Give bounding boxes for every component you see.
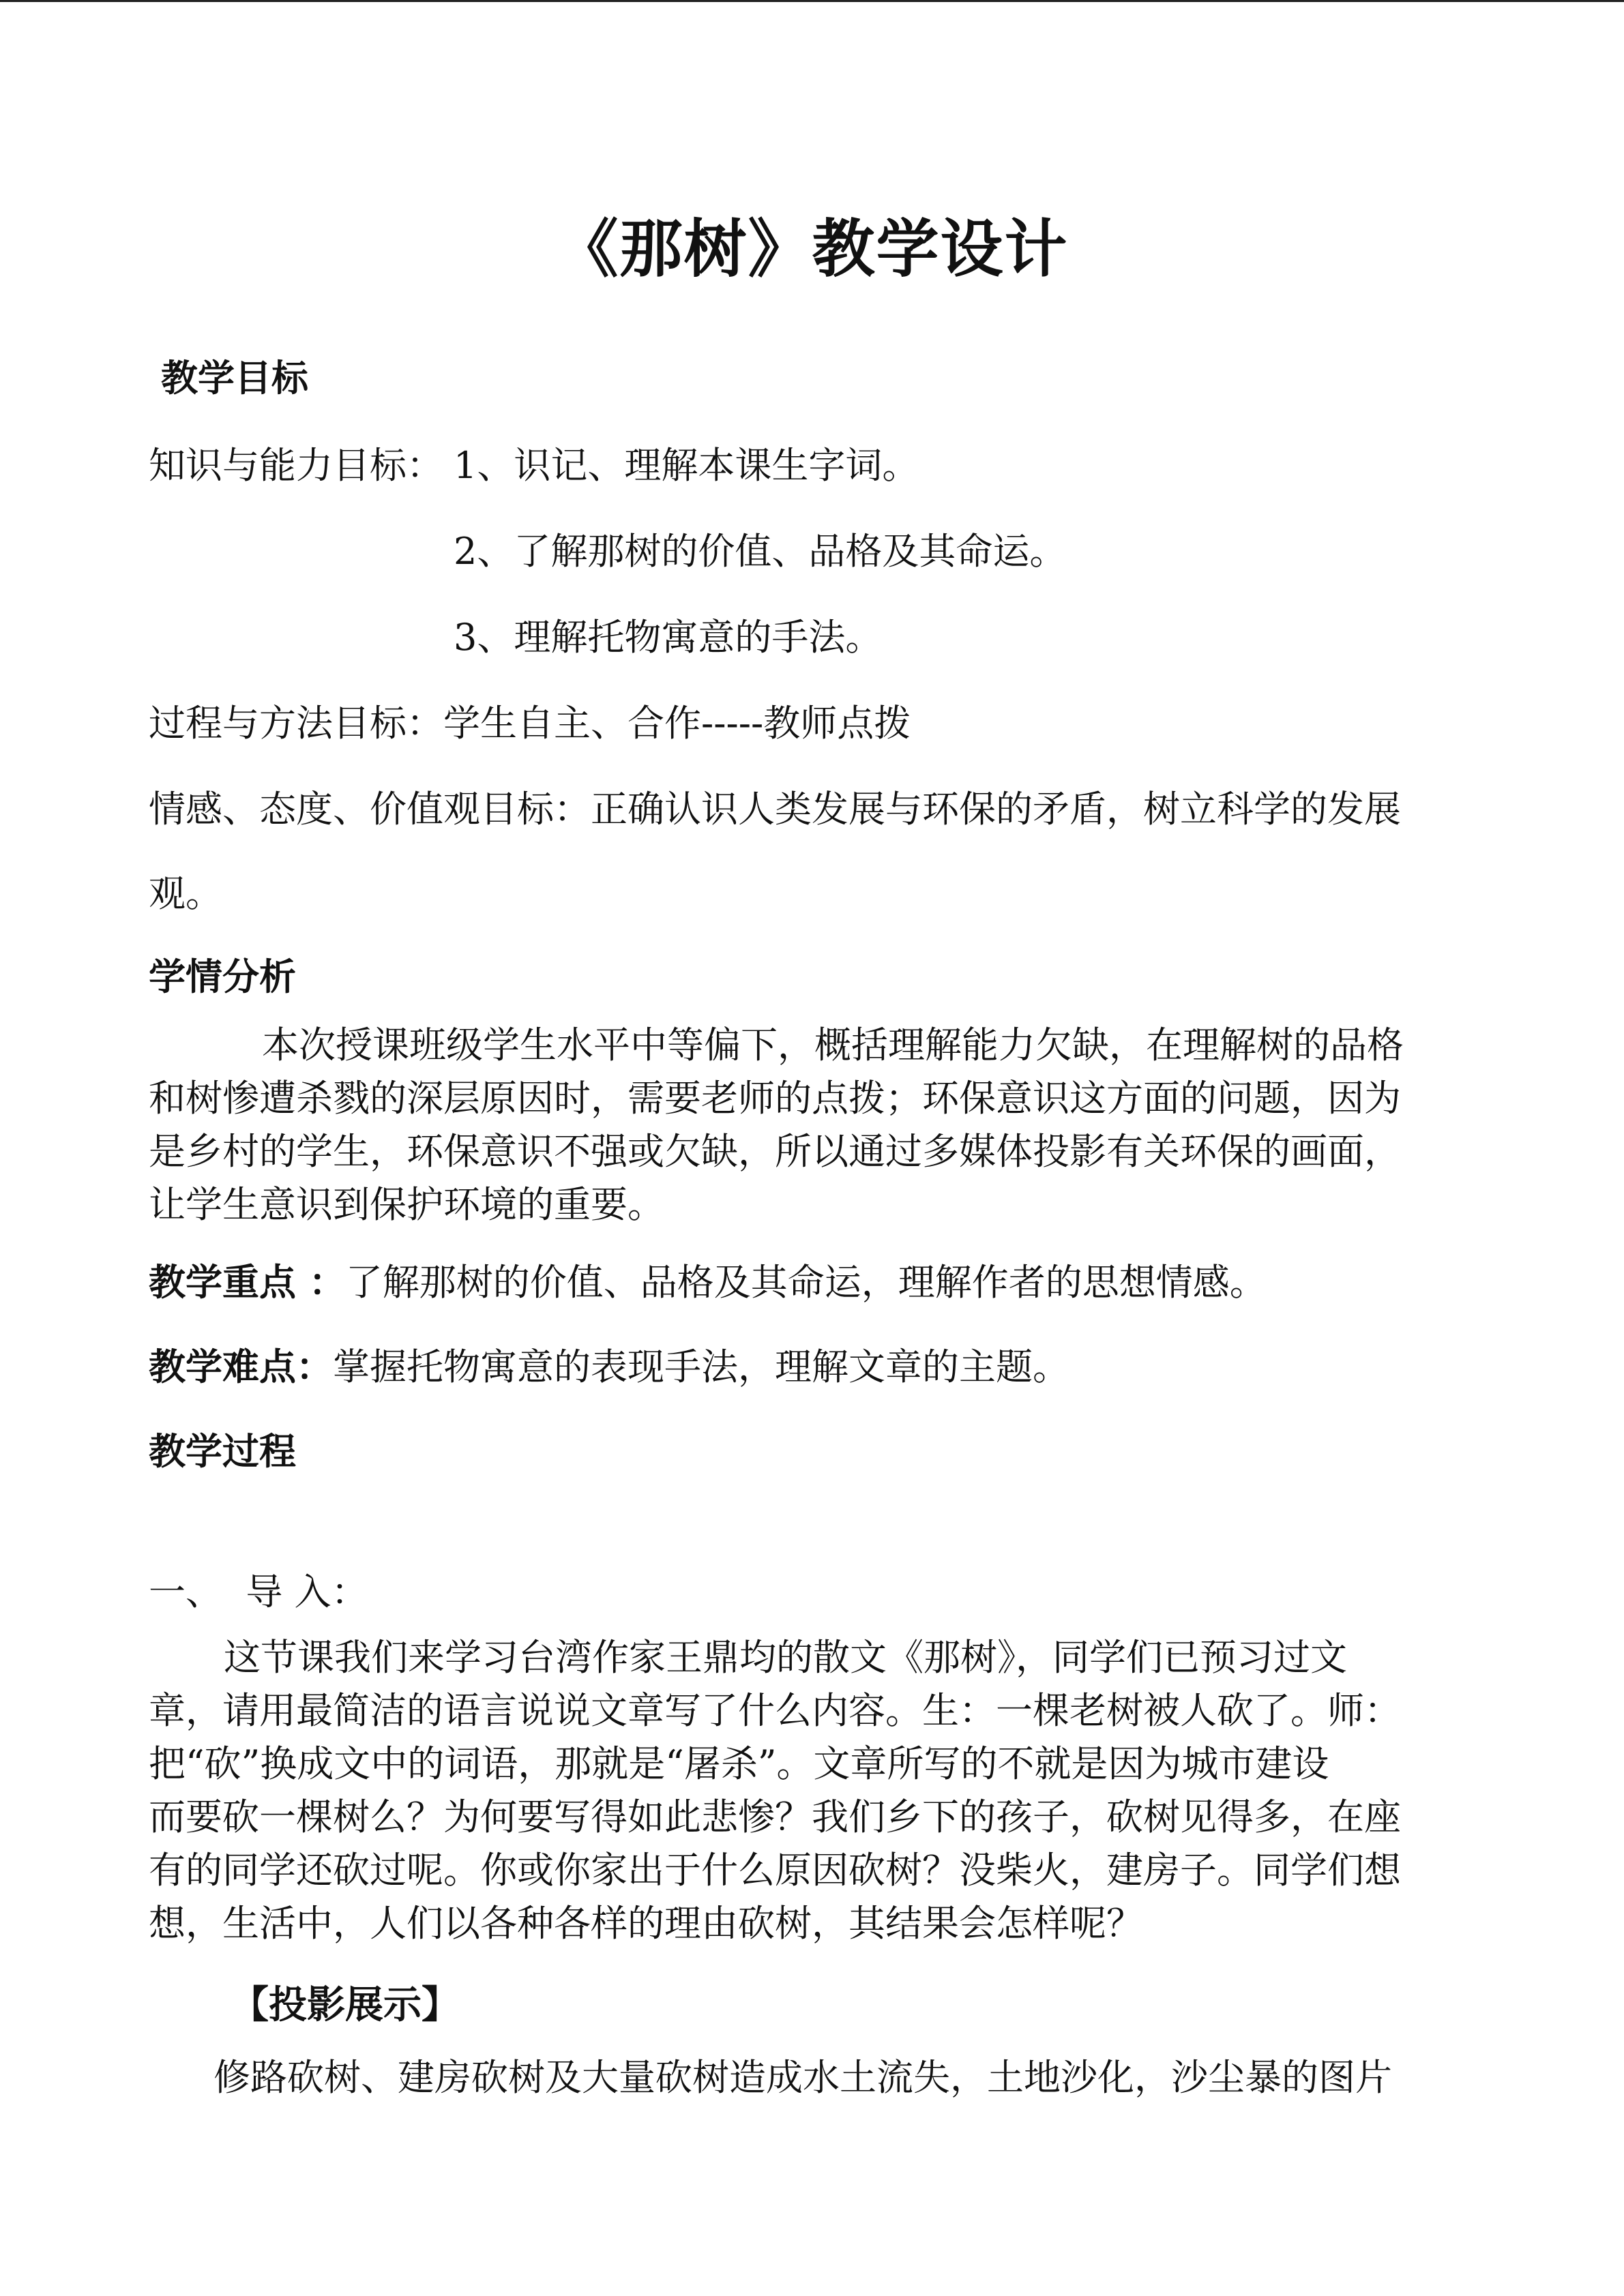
analysis-line: 本次授课班级学生水平中等偏下，概括理解能力欠缺，在理解树的品格 bbox=[262, 1024, 1404, 1067]
knowledge-item-2: 2、了解那树的价值、品格及其命运。 bbox=[454, 530, 1067, 573]
projection-text: 修路砍树、建房砍树及大量砍树造成水土流失，土地沙化，沙尘暴的图片 bbox=[213, 2056, 1392, 2099]
objectives-heading: 教学目标 bbox=[161, 357, 308, 400]
intro-line: 这节课我们来学习台湾作家王鼎均的散文《那树》，同学们已预习过文 bbox=[224, 1636, 1347, 1679]
knowledge-item-1: 1、识记、理解本课生字词。 bbox=[454, 444, 919, 487]
difficulty-label: 教学难点： bbox=[149, 1345, 333, 1388]
document-title: 《那树》教学设计 bbox=[555, 213, 1069, 286]
knowledge-label: 知识与能力目标： bbox=[149, 444, 443, 487]
intro-line: 有的同学还砍过呢。你或你家出于什么原因砍树？没柴火，建房子。同学们想 bbox=[149, 1849, 1401, 1892]
intro-line: 把“砍”换成文中的词语，那就是“屠杀”。文章所写的不就是因为城市建设 bbox=[149, 1742, 1329, 1785]
analysis-heading: 学情分析 bbox=[149, 955, 296, 998]
projection-heading: 【投影展示】 bbox=[231, 1983, 460, 2027]
intro-paragraph bbox=[149, 1631, 1445, 1950]
analysis-paragraph bbox=[149, 1019, 1445, 1232]
analysis-line: 是乡村的学生，环保意识不强或欠缺，所以通过多媒体投影有关环保的画面， bbox=[149, 1130, 1401, 1173]
difficulty-row bbox=[149, 1338, 1069, 1390]
difficulty-text: 掌握托物寓意的表现手法，理解文章的主题。 bbox=[333, 1345, 1069, 1388]
intro-line: 章，请用最简洁的语言说说文章写了什么内容。生：一棵老树被人砍了。师： bbox=[149, 1689, 1401, 1732]
process-goal: 过程与方法目标：学生自主、合作-----教师点拨 bbox=[149, 702, 911, 745]
analysis-line: 和树惨遭杀戮的深层原因时，需要老师的点拨；环保意识这方面的问题，因为 bbox=[149, 1077, 1401, 1120]
keypoint-text: 了解那树的价值、品格及其命运，理解作者的思想情感。 bbox=[345, 1261, 1267, 1304]
keypoint-label: 教学重点 ： bbox=[149, 1261, 346, 1304]
keypoint-row bbox=[149, 1253, 1267, 1306]
knowledge-item-3: 3、理解托物寓意的手法。 bbox=[454, 616, 883, 659]
emotion-goal-line-2: 观。 bbox=[149, 872, 222, 915]
intro-line: 想，生活中，人们以各种各样的理由砍树，其结果会怎样呢？ bbox=[149, 1902, 1143, 1945]
intro-line: 而要砍一棵树么？为何要写得如此悲惨？我们乡下的孩子，砍树见得多，在座 bbox=[149, 1795, 1401, 1838]
analysis-line: 让学生意识到保护环境的重要。 bbox=[149, 1183, 664, 1226]
process-heading: 教学过程 bbox=[149, 1430, 296, 1473]
emotion-goal-line-1: 情感、态度、价值观目标：正确认识人类发展与环保的矛盾，树立科学的发展 bbox=[149, 788, 1401, 831]
section-one-heading: 一、 导 入： bbox=[149, 1570, 368, 1613]
